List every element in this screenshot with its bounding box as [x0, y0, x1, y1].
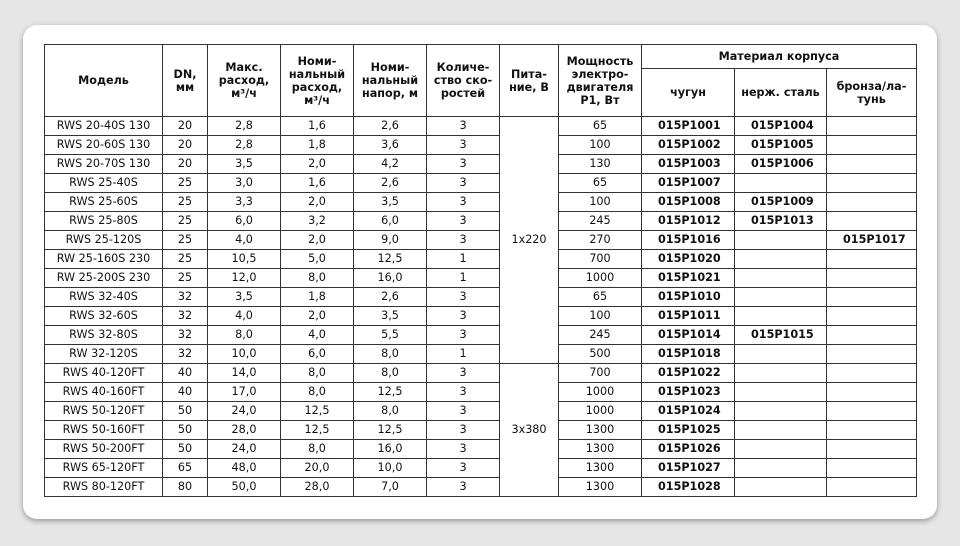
header-power-supply: Пита- ние, В	[500, 45, 559, 117]
model-cell: RW 25-160S 230	[45, 250, 163, 269]
speeds-cell: 3	[427, 174, 500, 193]
header-nominal-flow: Номи- нальный расход, м³/ч	[281, 45, 354, 117]
stainless-code-cell	[735, 402, 827, 421]
motor-power-cell: 1000	[559, 269, 642, 288]
max-flow-cell: 28,0	[208, 421, 281, 440]
header-speeds: Количе- ство ско- ростей	[427, 45, 500, 117]
nominal-head-cell: 2,6	[354, 174, 427, 193]
table-row	[45, 269, 917, 288]
max-flow-cell: 3,3	[208, 193, 281, 212]
stainless-code-cell	[735, 345, 827, 364]
stainless-code-cell	[735, 440, 827, 459]
bronze-code-cell	[827, 421, 917, 440]
table-row	[45, 231, 917, 250]
nominal-flow-cell: 8,0	[281, 440, 354, 459]
dn-cell: 25	[163, 193, 208, 212]
nominal-head-cell: 10,0	[354, 459, 427, 478]
max-flow-cell: 17,0	[208, 383, 281, 402]
speeds-cell: 3	[427, 326, 500, 345]
header-nominal-head: Номи- нальный напор, м	[354, 45, 427, 117]
stainless-code-cell: 015P1015	[735, 326, 827, 345]
header-model: Модель	[45, 45, 163, 117]
speeds-cell: 3	[427, 136, 500, 155]
nominal-flow-cell: 20,0	[281, 459, 354, 478]
nominal-head-cell: 7,0	[354, 478, 427, 497]
cast-iron-code-cell: 015P1027	[642, 459, 735, 478]
cast-iron-code-cell: 015P1026	[642, 440, 735, 459]
max-flow-cell: 10,5	[208, 250, 281, 269]
table-row	[45, 212, 917, 231]
nominal-head-cell: 3,6	[354, 136, 427, 155]
nominal-head-cell: 6,0	[354, 212, 427, 231]
cast-iron-code-cell: 015P1023	[642, 383, 735, 402]
nominal-head-cell: 5,5	[354, 326, 427, 345]
model-cell: RWS 40-120FT	[45, 364, 163, 383]
cast-iron-code-cell: 015P1002	[642, 136, 735, 155]
dn-cell: 25	[163, 269, 208, 288]
cast-iron-code-cell: 015P1021	[642, 269, 735, 288]
nominal-flow-cell: 2,0	[281, 231, 354, 250]
table-row	[45, 155, 917, 174]
max-flow-cell: 4,0	[208, 307, 281, 326]
nominal-head-cell: 12,5	[354, 383, 427, 402]
cast-iron-code-cell: 015P1001	[642, 117, 735, 136]
motor-power-cell: 245	[559, 326, 642, 345]
speeds-cell: 3	[427, 212, 500, 231]
speeds-cell: 3	[427, 459, 500, 478]
power-supply-cell: 1x220	[500, 117, 559, 364]
stainless-code-cell	[735, 250, 827, 269]
nominal-head-cell: 2,6	[354, 117, 427, 136]
stainless-code-cell: 015P1009	[735, 193, 827, 212]
model-cell: RW 25-200S 230	[45, 269, 163, 288]
dn-cell: 40	[163, 383, 208, 402]
motor-power-cell: 130	[559, 155, 642, 174]
nominal-flow-cell: 8,0	[281, 364, 354, 383]
cast-iron-code-cell: 015P1003	[642, 155, 735, 174]
header-motor-power: Мощность электро- двигателя Р1, Вт	[559, 45, 642, 117]
bronze-code-cell	[827, 402, 917, 421]
cast-iron-code-cell: 015P1012	[642, 212, 735, 231]
table-row	[45, 117, 917, 136]
nominal-flow-cell: 28,0	[281, 478, 354, 497]
model-cell: RWS 25-120S	[45, 231, 163, 250]
max-flow-cell: 12,0	[208, 269, 281, 288]
stainless-code-cell	[735, 383, 827, 402]
speeds-cell: 3	[427, 231, 500, 250]
header-dn: DN, мм	[163, 45, 208, 117]
stainless-code-cell	[735, 288, 827, 307]
dn-cell: 20	[163, 136, 208, 155]
motor-power-cell: 1300	[559, 440, 642, 459]
nominal-head-cell: 4,2	[354, 155, 427, 174]
speeds-cell: 3	[427, 383, 500, 402]
max-flow-cell: 2,8	[208, 117, 281, 136]
motor-power-cell: 270	[559, 231, 642, 250]
dn-cell: 25	[163, 250, 208, 269]
model-cell: RWS 50-200FT	[45, 440, 163, 459]
stainless-code-cell	[735, 364, 827, 383]
speeds-cell: 1	[427, 269, 500, 288]
table-row	[45, 440, 917, 459]
stainless-code-cell: 015P1005	[735, 136, 827, 155]
max-flow-cell: 48,0	[208, 459, 281, 478]
max-flow-cell: 6,0	[208, 212, 281, 231]
header-housing-material: Материал корпуса	[642, 45, 917, 69]
bronze-code-cell	[827, 174, 917, 193]
nominal-flow-cell: 5,0	[281, 250, 354, 269]
header-stainless-steel: нерж. сталь	[735, 69, 827, 117]
max-flow-cell: 2,8	[208, 136, 281, 155]
nominal-head-cell: 12,5	[354, 250, 427, 269]
max-flow-cell: 3,5	[208, 155, 281, 174]
dn-cell: 80	[163, 478, 208, 497]
model-cell: RWS 32-40S	[45, 288, 163, 307]
bronze-code-cell	[827, 440, 917, 459]
speeds-cell: 1	[427, 345, 500, 364]
table-row	[45, 136, 917, 155]
speeds-cell: 3	[427, 402, 500, 421]
bronze-code-cell	[827, 326, 917, 345]
motor-power-cell: 65	[559, 174, 642, 193]
nominal-flow-cell: 2,0	[281, 155, 354, 174]
model-cell: RWS 50-120FT	[45, 402, 163, 421]
dn-cell: 20	[163, 117, 208, 136]
header-max-flow: Макс. расход, м³/ч	[208, 45, 281, 117]
speeds-cell: 3	[427, 307, 500, 326]
bronze-code-cell	[827, 478, 917, 497]
nominal-head-cell: 12,5	[354, 421, 427, 440]
dn-cell: 32	[163, 307, 208, 326]
nominal-head-cell: 8,0	[354, 402, 427, 421]
table-row	[45, 478, 917, 497]
motor-power-cell: 1000	[559, 402, 642, 421]
nominal-flow-cell: 2,0	[281, 193, 354, 212]
bronze-code-cell	[827, 155, 917, 174]
nominal-flow-cell: 12,5	[281, 421, 354, 440]
bronze-code-cell	[827, 459, 917, 478]
pump-spec-table	[44, 44, 917, 497]
max-flow-cell: 8,0	[208, 326, 281, 345]
cast-iron-code-cell: 015P1011	[642, 307, 735, 326]
stainless-code-cell	[735, 478, 827, 497]
dn-cell: 25	[163, 231, 208, 250]
speeds-cell: 1	[427, 250, 500, 269]
speeds-cell: 3	[427, 364, 500, 383]
power-supply-cell: 3x380	[500, 364, 559, 497]
cast-iron-code-cell: 015P1024	[642, 402, 735, 421]
motor-power-cell: 245	[559, 212, 642, 231]
nominal-flow-cell: 4,0	[281, 326, 354, 345]
stainless-code-cell	[735, 459, 827, 478]
dn-cell: 32	[163, 345, 208, 364]
speeds-cell: 3	[427, 193, 500, 212]
cast-iron-code-cell: 015P1022	[642, 364, 735, 383]
max-flow-cell: 4,0	[208, 231, 281, 250]
model-cell: RWS 25-40S	[45, 174, 163, 193]
max-flow-cell: 3,5	[208, 288, 281, 307]
max-flow-cell: 24,0	[208, 402, 281, 421]
speeds-cell: 3	[427, 421, 500, 440]
model-cell: RWS 80-120FT	[45, 478, 163, 497]
nominal-head-cell: 16,0	[354, 269, 427, 288]
bronze-code-cell	[827, 117, 917, 136]
table-row	[45, 174, 917, 193]
motor-power-cell: 100	[559, 136, 642, 155]
model-cell: RWS 32-80S	[45, 326, 163, 345]
dn-cell: 65	[163, 459, 208, 478]
header-bronze-brass: бронза/ла- тунь	[827, 69, 917, 117]
dn-cell: 25	[163, 212, 208, 231]
nominal-flow-cell: 1,6	[281, 174, 354, 193]
motor-power-cell: 65	[559, 117, 642, 136]
dn-cell: 32	[163, 288, 208, 307]
nominal-head-cell: 9,0	[354, 231, 427, 250]
table-row	[45, 307, 917, 326]
model-cell: RWS 20-40S 130	[45, 117, 163, 136]
cast-iron-code-cell: 015P1010	[642, 288, 735, 307]
table-row	[45, 345, 917, 364]
nominal-head-cell: 3,5	[354, 307, 427, 326]
table-row	[45, 326, 917, 345]
nominal-flow-cell: 3,2	[281, 212, 354, 231]
header-cast-iron: чугун	[642, 69, 735, 117]
max-flow-cell: 3,0	[208, 174, 281, 193]
stainless-code-cell	[735, 174, 827, 193]
model-cell: RW 32-120S	[45, 345, 163, 364]
cast-iron-code-cell: 015P1018	[642, 345, 735, 364]
cast-iron-code-cell: 015P1020	[642, 250, 735, 269]
table-row	[45, 193, 917, 212]
model-cell: RWS 40-160FT	[45, 383, 163, 402]
stainless-code-cell: 015P1013	[735, 212, 827, 231]
cast-iron-code-cell: 015P1028	[642, 478, 735, 497]
model-cell: RWS 25-60S	[45, 193, 163, 212]
dn-cell: 20	[163, 155, 208, 174]
table-row	[45, 288, 917, 307]
table-row	[45, 250, 917, 269]
max-flow-cell: 14,0	[208, 364, 281, 383]
cast-iron-code-cell: 015P1007	[642, 174, 735, 193]
nominal-head-cell: 8,0	[354, 364, 427, 383]
motor-power-cell: 700	[559, 250, 642, 269]
model-cell: RWS 25-80S	[45, 212, 163, 231]
bronze-code-cell	[827, 383, 917, 402]
nominal-head-cell: 2,6	[354, 288, 427, 307]
motor-power-cell: 100	[559, 307, 642, 326]
speeds-cell: 3	[427, 117, 500, 136]
motor-power-cell: 65	[559, 288, 642, 307]
speeds-cell: 3	[427, 478, 500, 497]
bronze-code-cell	[827, 250, 917, 269]
model-cell: RWS 32-60S	[45, 307, 163, 326]
motor-power-cell: 1300	[559, 478, 642, 497]
stainless-code-cell	[735, 269, 827, 288]
model-cell: RWS 20-60S 130	[45, 136, 163, 155]
max-flow-cell: 10,0	[208, 345, 281, 364]
model-cell: RWS 65-120FT	[45, 459, 163, 478]
cast-iron-code-cell: 015P1016	[642, 231, 735, 250]
nominal-flow-cell: 1,8	[281, 288, 354, 307]
bronze-code-cell	[827, 288, 917, 307]
dn-cell: 40	[163, 364, 208, 383]
nominal-flow-cell: 8,0	[281, 383, 354, 402]
dn-cell: 50	[163, 421, 208, 440]
motor-power-cell: 100	[559, 193, 642, 212]
nominal-flow-cell: 1,6	[281, 117, 354, 136]
nominal-head-cell: 16,0	[354, 440, 427, 459]
table-row	[45, 402, 917, 421]
motor-power-cell: 1300	[559, 421, 642, 440]
table-row	[45, 383, 917, 402]
model-cell: RWS 50-160FT	[45, 421, 163, 440]
nominal-flow-cell: 8,0	[281, 269, 354, 288]
stainless-code-cell	[735, 307, 827, 326]
speeds-cell: 3	[427, 155, 500, 174]
bronze-code-cell	[827, 364, 917, 383]
max-flow-cell: 50,0	[208, 478, 281, 497]
nominal-flow-cell: 1,8	[281, 136, 354, 155]
nominal-flow-cell: 2,0	[281, 307, 354, 326]
model-cell: RWS 20-70S 130	[45, 155, 163, 174]
motor-power-cell: 700	[559, 364, 642, 383]
motor-power-cell: 1000	[559, 383, 642, 402]
dn-cell: 32	[163, 326, 208, 345]
stainless-code-cell: 015P1006	[735, 155, 827, 174]
bronze-code-cell	[827, 307, 917, 326]
nominal-head-cell: 8,0	[354, 345, 427, 364]
cast-iron-code-cell: 015P1025	[642, 421, 735, 440]
nominal-flow-cell: 12,5	[281, 402, 354, 421]
dn-cell: 25	[163, 174, 208, 193]
nominal-flow-cell: 6,0	[281, 345, 354, 364]
bronze-code-cell	[827, 212, 917, 231]
speeds-cell: 3	[427, 288, 500, 307]
table-body	[45, 117, 917, 497]
max-flow-cell: 24,0	[208, 440, 281, 459]
bronze-code-cell	[827, 345, 917, 364]
cast-iron-code-cell: 015P1014	[642, 326, 735, 345]
nominal-head-cell: 3,5	[354, 193, 427, 212]
motor-power-cell: 500	[559, 345, 642, 364]
bronze-code-cell: 015P1017	[827, 231, 917, 250]
bronze-code-cell	[827, 193, 917, 212]
table-row	[45, 364, 917, 383]
bronze-code-cell	[827, 136, 917, 155]
table-row	[45, 459, 917, 478]
dn-cell: 50	[163, 440, 208, 459]
motor-power-cell: 1300	[559, 459, 642, 478]
stainless-code-cell: 015P1004	[735, 117, 827, 136]
dn-cell: 50	[163, 402, 208, 421]
stainless-code-cell	[735, 421, 827, 440]
bronze-code-cell	[827, 269, 917, 288]
stainless-code-cell	[735, 231, 827, 250]
cast-iron-code-cell: 015P1008	[642, 193, 735, 212]
speeds-cell: 3	[427, 440, 500, 459]
table-row	[45, 421, 917, 440]
